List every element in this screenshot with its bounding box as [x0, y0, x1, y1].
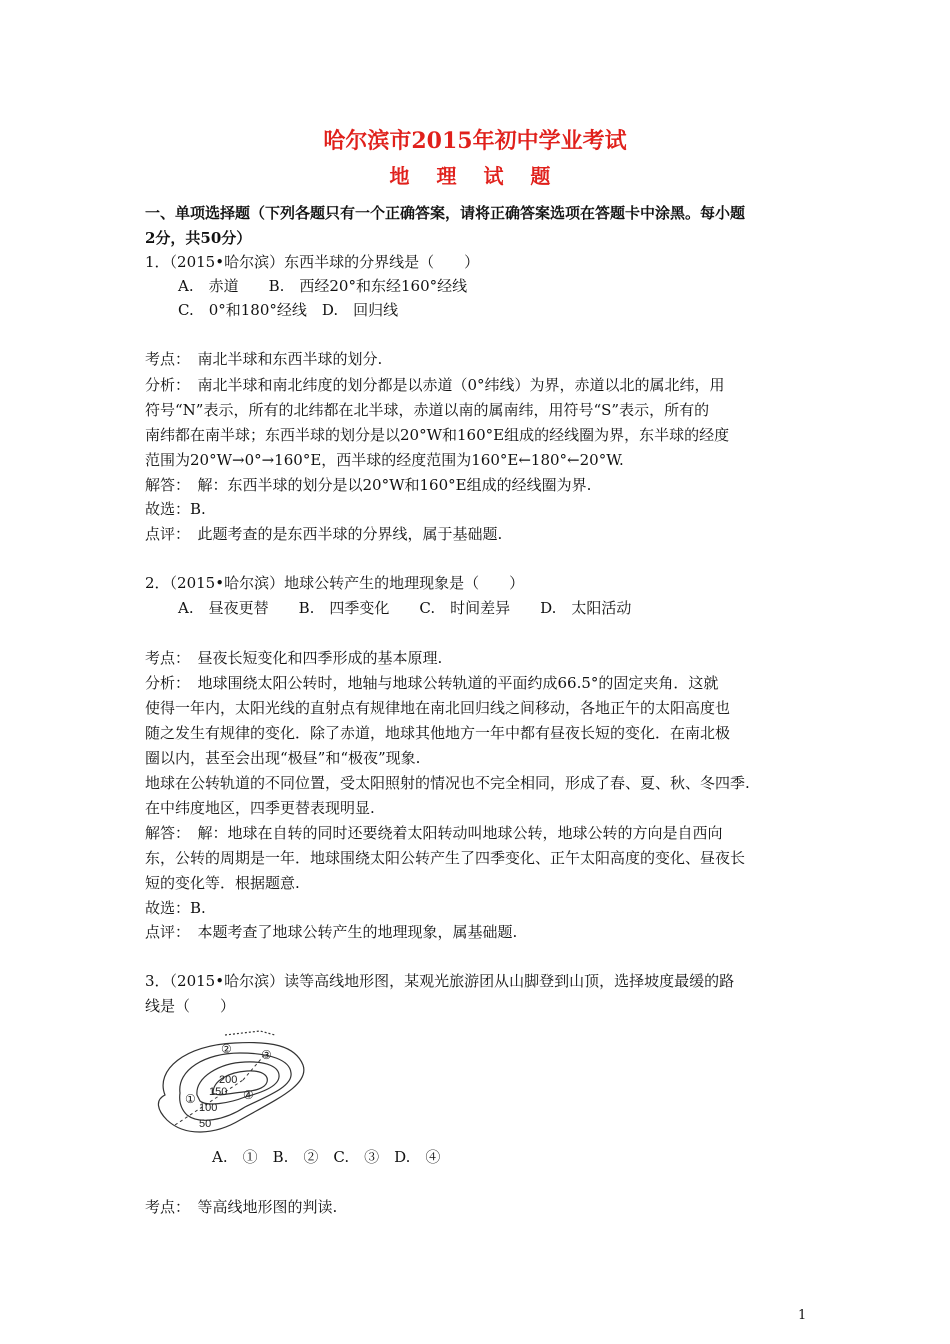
label-200: 200 — [219, 1074, 238, 1086]
q1-fenxi-1: 分析： 南北半球和南北纬度的划分都是以赤道（0°纬线）为界，赤道以北的属北纬，用 — [145, 376, 725, 394]
route-marker-1: ① — [185, 1092, 196, 1106]
q1-fenxi-4: 范围为20°W→0°→160°E，西半球的经度范围为160°E←180°←20°W. — [145, 451, 624, 469]
q1-kaodian: 考点： 南北半球和东西半球的划分. — [145, 350, 383, 368]
q2-guxuan: 故选：B. — [145, 899, 206, 917]
q3-stem-2: 线是（ ） — [145, 997, 236, 1015]
q2-fenxi-4: 圈以内，甚至会出现“极昼”和“极夜”现象. — [145, 749, 421, 767]
q2-fenxi-1: 分析： 地球围绕太阳公转时，地轴与地球公转轨道的平面约成66.5°的固定夹角．这就 — [145, 674, 719, 692]
q3-kaodian: 考点： 等高线地形图的判读. — [145, 1198, 338, 1216]
q2-fenxi-6: 在中纬度地区，四季更替表现明显. — [145, 799, 375, 817]
q2-fenxi-5: 地球在公转轨道的不同位置，受太阳照射的情况也不完全相同，形成了春、夏、秋、冬四季. — [145, 774, 750, 792]
q1-jieda: 解答： 解：东西半球的划分是以20°W和160°E组成的经线圈为界. — [145, 476, 592, 494]
label-150: 150 — [209, 1086, 228, 1098]
q2-jieda-2: 东，公转的周期是一年．地球围绕太阳公转产生了四季变化、正午太阳高度的变化、昼夜长 — [145, 849, 746, 867]
q1-fenxi-2: 符号“N”表示，所有的北纬都在北半球，赤道以南的属南纬，用符号“S”表示，所有的 — [145, 401, 710, 419]
q1-guxuan: 故选：B. — [145, 500, 206, 518]
section-heading-1: 一、单项选择题（下列各题只有一个正确答案，请将正确答案选项在答题卡中涂黑。每小题 — [145, 204, 746, 222]
q3-options: A. ① B. ② C. ③ D. ④ — [212, 1148, 441, 1166]
contour-map — [145, 1025, 310, 1140]
q1-options-1: A. 赤道 B. 西经20°和东经160°经线 — [178, 277, 468, 295]
q2-jieda-1: 解答： 解：地球在自转的同时还要绕着太阳转动叫地球公转，地球公转的方向是自西向 — [145, 824, 723, 842]
q2-jieda-3: 短的变化等．根据题意. — [145, 874, 300, 892]
q1-dianping: 点评： 此题考查的是东西半球的分界线，属于基础题. — [145, 525, 503, 543]
q1-stem: 1．（2015•哈尔滨）东西半球的分界线是（ ） — [145, 253, 480, 271]
q3-stem-1: 3．（2015•哈尔滨）读等高线地形图，某观光旅游团从山脚登到山顶，选择坡度最缓的路 — [145, 972, 735, 990]
q1-options-2: C. 0°和180°经线 D. 回归线 — [178, 301, 399, 319]
q2-fenxi-3: 随之发生有规律的变化．除了赤道，地球其他地方一年中都有昼夜长短的变化．在南北极 — [145, 724, 731, 742]
route-marker-4: ④ — [243, 1088, 254, 1102]
q2-stem: 2．（2015•哈尔滨）地球公转产生的地理现象是（ ） — [145, 574, 525, 592]
route-marker-2: ② — [221, 1042, 232, 1056]
label-100: 100 — [199, 1102, 218, 1114]
q1-fenxi-3: 南纬都在南半球；东西半球的划分是以20°W和160°E组成的经线圈为界，东半球的经度 — [145, 426, 730, 444]
q2-fenxi-2: 使得一年内，太阳光线的直射点有规律地在南北回归线之间移动，各地正午的太阳高度也 — [145, 699, 731, 717]
section-heading-2: 2分，共50分） — [145, 229, 252, 247]
route-marker-3: ③ — [261, 1048, 272, 1062]
contour-cliff-edge — [225, 1031, 275, 1035]
q2-options: A. 昼夜更替 B. 四季变化 C. 时间差异 D. 太阳活动 — [178, 599, 632, 617]
exam-subtitle: 地 理 试 题 — [389, 164, 561, 188]
exam-title: 哈尔滨市2015年初中学业考试 — [323, 128, 627, 154]
label-50: 50 — [199, 1118, 212, 1130]
q2-dianping: 点评： 本题考查了地球公转产生的地理现象，属基础题. — [145, 923, 518, 941]
q2-kaodian: 考点： 昼夜长短变化和四季形成的基本原理. — [145, 649, 443, 667]
page-number: 1 — [798, 1308, 807, 1323]
